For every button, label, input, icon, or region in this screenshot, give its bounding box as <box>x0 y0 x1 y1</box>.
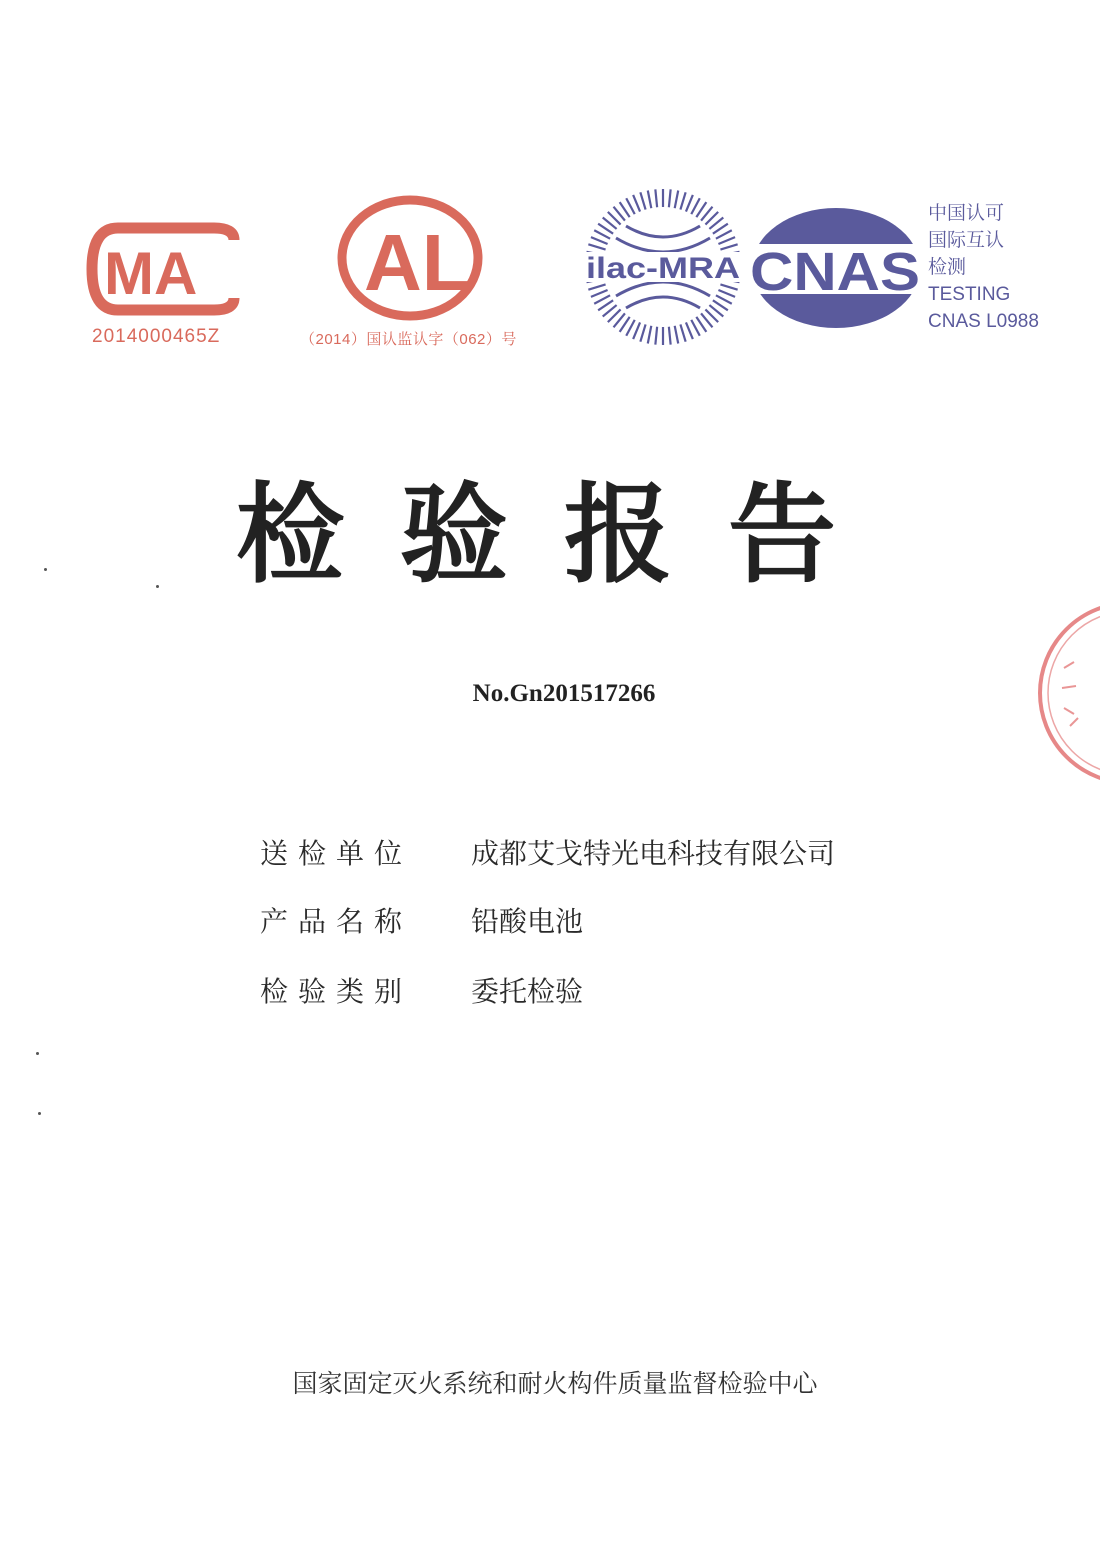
cnas-line-4: TESTING <box>928 284 1011 305</box>
ilac-ray <box>633 195 640 212</box>
cnas-letters: CNAS <box>750 242 920 302</box>
field-label-product: 产品名称 <box>260 905 413 938</box>
ilac-ray <box>633 322 640 339</box>
ilac-ray <box>720 284 737 289</box>
cnas-logo <box>748 204 924 332</box>
ilac-ray <box>655 327 657 345</box>
ilac-ray <box>669 189 671 207</box>
ilac-ray <box>591 290 608 297</box>
ilac-ray <box>588 244 605 249</box>
ilac-ray <box>640 324 645 341</box>
ilac-text: ilac-MRA <box>586 252 740 285</box>
ilac-ray <box>718 290 735 297</box>
ilac-ray <box>716 295 732 303</box>
ilac-ray <box>648 190 652 208</box>
cma-logo <box>84 222 248 322</box>
ilac-ray <box>675 190 679 208</box>
ilac-ray <box>691 198 699 214</box>
ilac-ray <box>648 326 652 344</box>
cnas-side-text <box>928 200 1039 335</box>
field-value-submitter: 成都艾戈特光电科技有限公司 <box>471 837 836 870</box>
cnas-line-1: 中国认可 <box>928 202 1005 224</box>
issuing-organization: 国家固定灭火系统和耐火构件质量监督检验中心 <box>292 1369 818 1398</box>
cnas-line-2: 国际互认 <box>928 229 1005 251</box>
ilac-ray <box>716 230 732 238</box>
ilac-ray <box>626 320 634 336</box>
scan-speck <box>38 1112 41 1115</box>
ilac-ray <box>594 230 610 238</box>
ilac-ray <box>720 244 737 249</box>
ilac-ray <box>691 320 699 336</box>
ilac-ray <box>686 195 693 212</box>
field-value-category: 委托检验 <box>471 975 584 1008</box>
ilac-ray <box>591 237 608 244</box>
report-title: 检验报告 <box>235 473 892 598</box>
ilac-ray <box>626 198 634 214</box>
ilac-ray <box>640 192 645 209</box>
scan-speck <box>156 585 159 588</box>
ilac-ray <box>718 237 735 244</box>
cnas-line-3: 检测 <box>928 256 967 278</box>
ilac-ray <box>588 284 605 289</box>
ilac-ray <box>594 295 610 303</box>
ilac-ray <box>655 189 657 207</box>
field-label-category: 检验类别 <box>260 975 413 1008</box>
ilac-ray <box>675 326 679 344</box>
ilac-ray <box>686 322 693 339</box>
scan-speck <box>44 568 47 571</box>
red-seal <box>1034 598 1100 788</box>
ilac-ray <box>669 327 671 345</box>
field-value-product: 铅酸电池 <box>471 905 584 938</box>
cma-letters: MA <box>104 240 198 307</box>
cal-logo <box>334 194 486 322</box>
scan-speck <box>36 1052 39 1055</box>
cnas-line-5: CNAS L0988 <box>928 311 1039 332</box>
report-number: No.Gn201517266 <box>472 680 656 707</box>
ilac-ray <box>680 192 685 209</box>
cal-letters: AL <box>364 218 471 307</box>
ilac-mra-logo <box>582 186 744 348</box>
cma-number: 2014000465Z <box>92 326 221 347</box>
ilac-ray <box>680 324 685 341</box>
cal-number: （2014）国认监认字（062）号 <box>300 331 517 348</box>
field-label-submitter: 送检单位 <box>260 837 413 870</box>
